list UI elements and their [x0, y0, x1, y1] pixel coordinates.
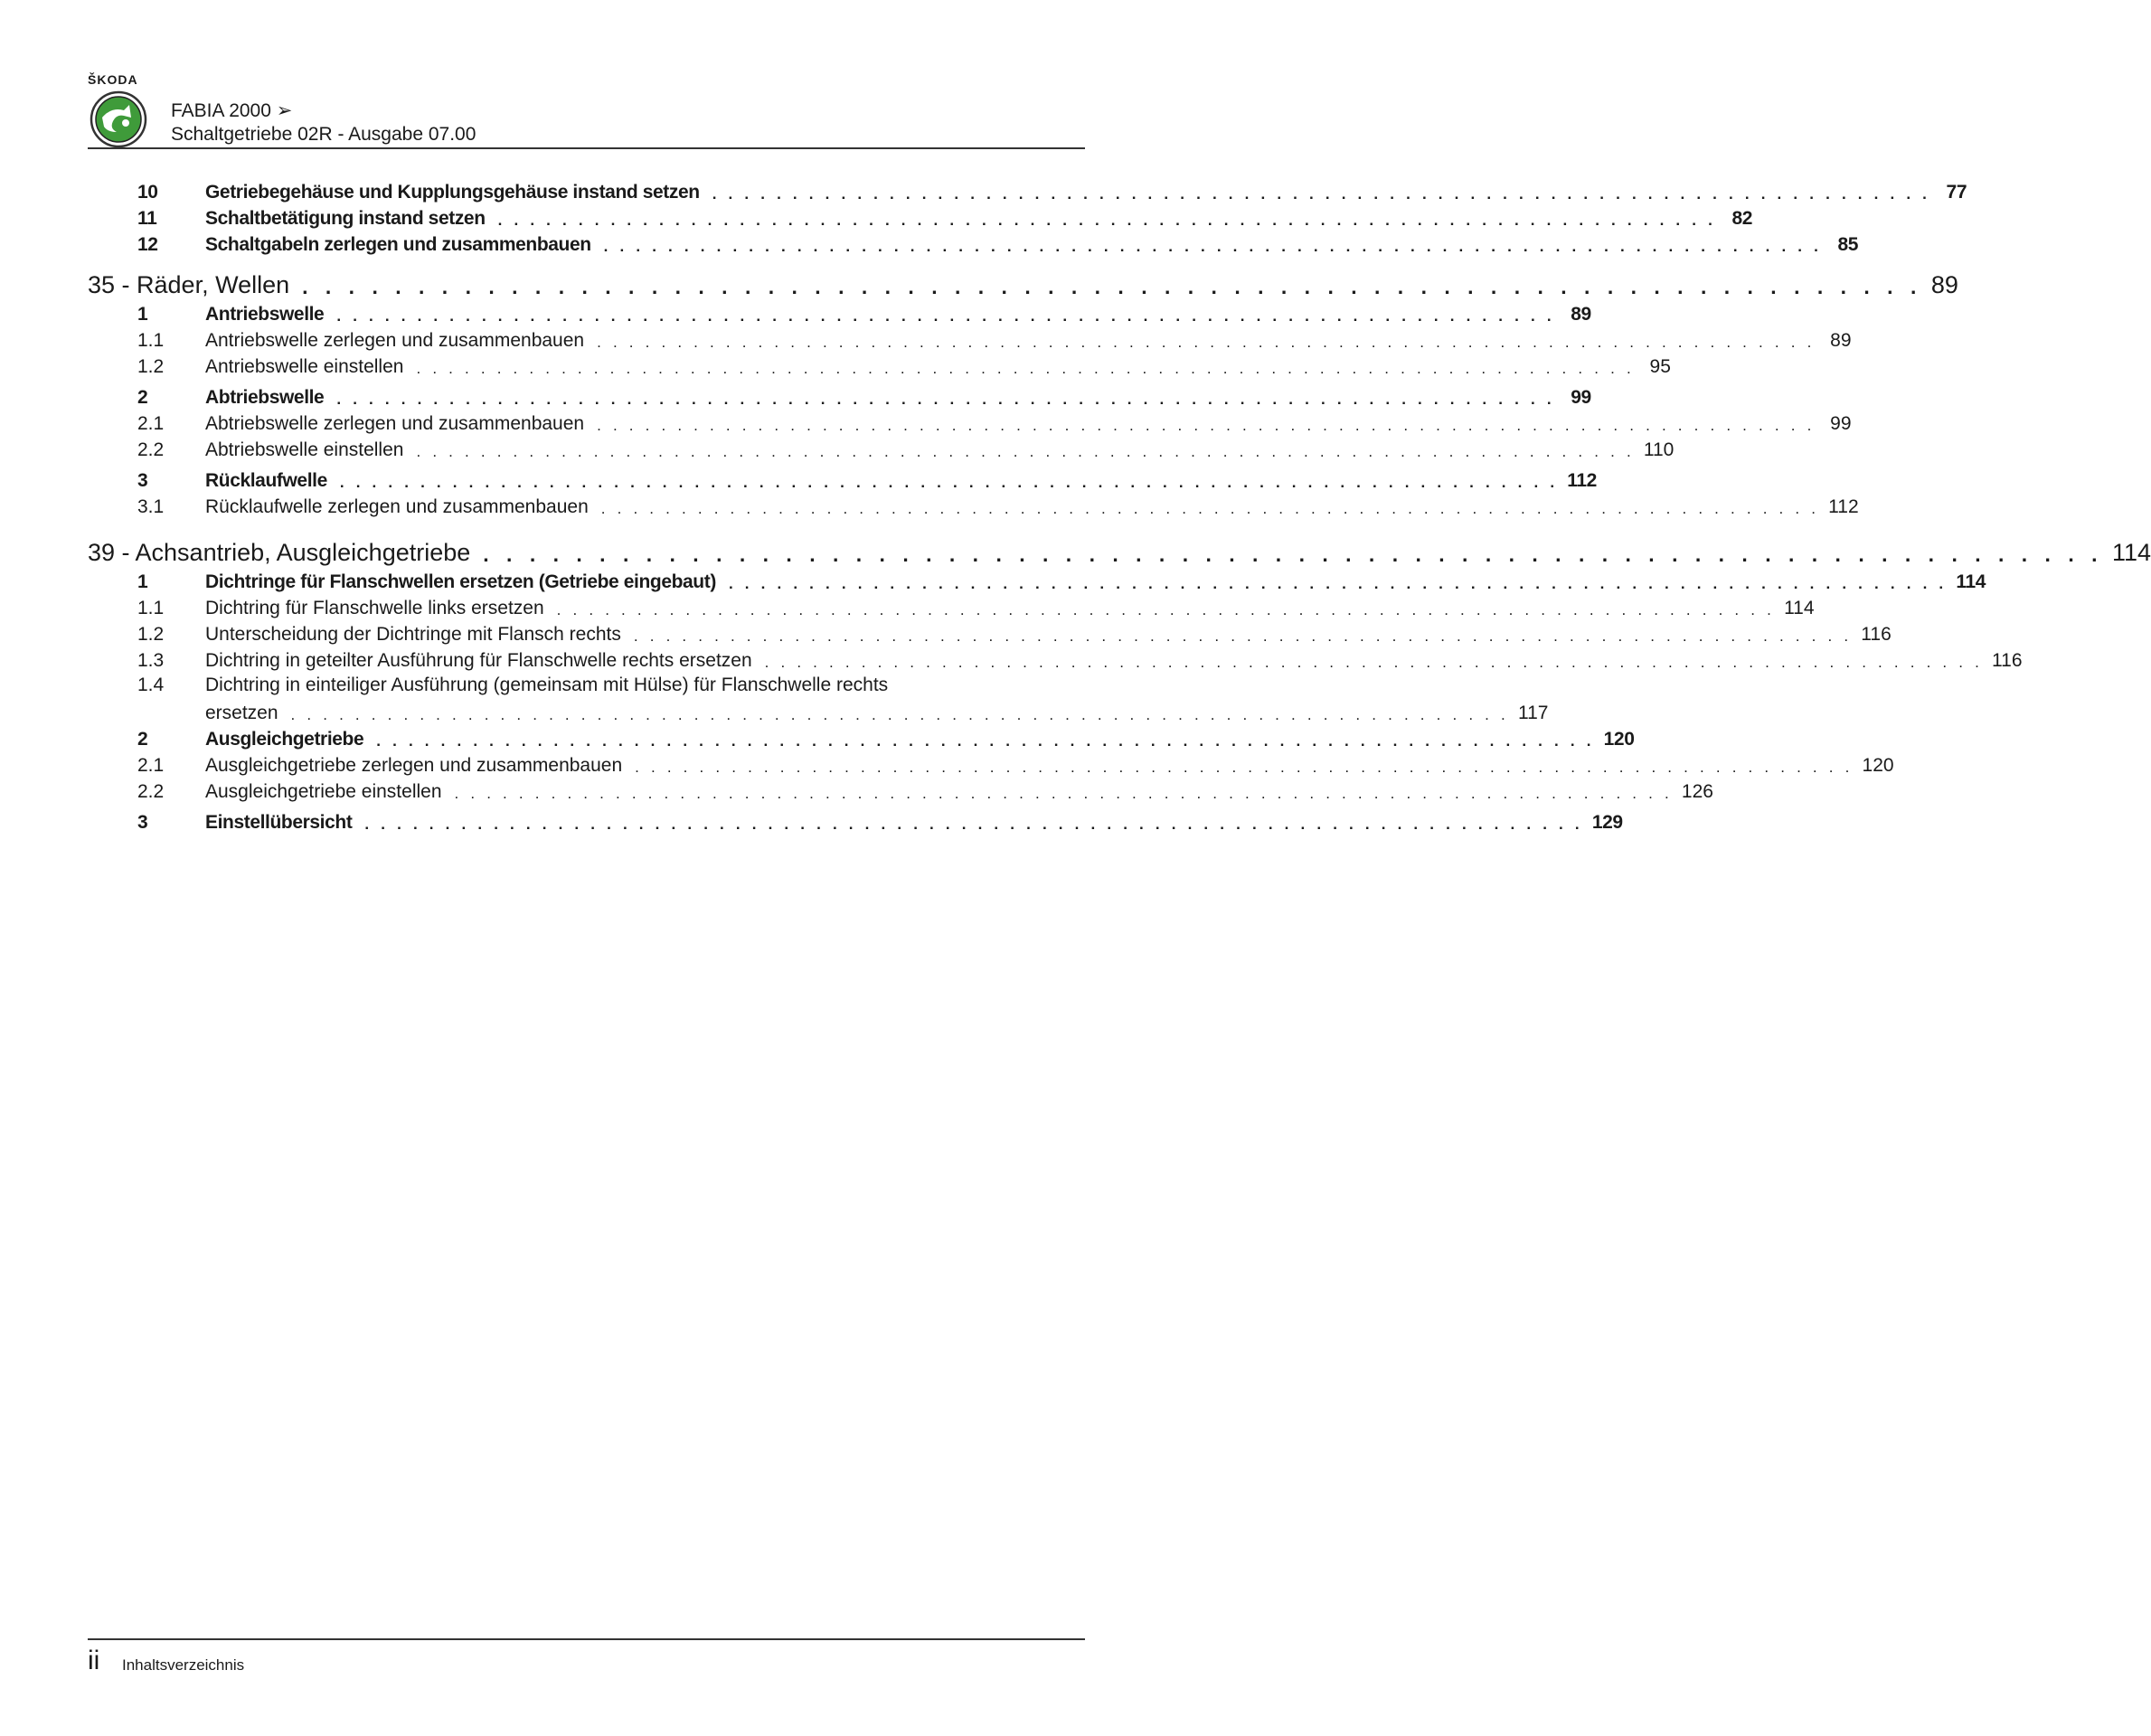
- chapter-page: 114: [2112, 539, 2151, 566]
- toc-entry-page: 120: [1603, 729, 1635, 750]
- toc-entry-page: 114: [1784, 598, 1815, 618]
- toc-entry[interactable]: [88, 230, 1859, 256]
- toc-entry-number: 1.4: [137, 675, 165, 695]
- toc-entry-title: Antriebswelle zerlegen und zusammenbauen: [205, 330, 585, 351]
- leader-dots: . . . . . . . . . . . . . . . . . . . . . . . . . . . . . . . . . . . . . . . . . . . . . . . . . . . . . . . . . . . . . . . . . . . . . . . . . . . .: [597, 334, 1816, 351]
- toc-entry-page: 110: [1643, 439, 1675, 460]
- toc-entry-page: 126: [1681, 781, 1713, 802]
- leader-dots: . . . . . . . . . . . . . . . . . . . . . . . . . . . . . . . . . . . . . . . . . . . . . . . . . . . . . . . . . . . . . . . . . . . . . . . . . . . .: [416, 443, 1635, 460]
- leader-dots: . . . . . . . . . . . . . . . . . . . . . . . . . . . . . . . . . . . . . . . . . . . . . . . . . . . . . . . . . . . . . . . . . . . . . . . . . . . .: [764, 654, 1984, 671]
- toc-entry-title: Ausgleichgetriebe: [205, 729, 364, 750]
- toc-entry[interactable]: [88, 619, 1892, 646]
- toc-entry-title: Abtriebswelle zerlegen und zusammenbauen: [205, 413, 585, 434]
- footer-divider: [88, 1638, 1085, 1640]
- leader-dots: . . . . . . . . . . . . . . . . . . . . . . . . . . . . . . . . . . . . . . . . . . . . . . . . . . . . . . . . . . . . . . . . . . . . . .: [483, 542, 2104, 566]
- toc-entry-page: 112: [1828, 496, 1859, 517]
- chapter-heading[interactable]: [88, 518, 2151, 567]
- footer-section-label: Inhaltsverzeichnis: [122, 1656, 245, 1674]
- toc-entry-number: 1.2: [137, 356, 165, 377]
- toc-entry-number: 1.2: [137, 624, 165, 645]
- leader-dots: . . . . . . . . . . . . . . . . . . . . . . . . . . . . . . . . . . . . . . . . . . . . . . . . . . . . . . . . . . . . . . . . . . . . . .: [302, 275, 1922, 298]
- leader-dots: . . . . . . . . . . . . . . . . . . . . . . . . . . . . . . . . . . . . . . . . . . . . . . . . . . . . . . . . . . . . . . . . . . . . . . . . . . . .: [376, 732, 1595, 750]
- toc-entry-number: 2.2: [137, 781, 165, 802]
- toc-entry-number: 2.1: [137, 755, 165, 776]
- toc-entry-number: 3: [137, 812, 148, 833]
- toc-entry-number: 2: [137, 729, 148, 750]
- toc-entry-title: Getriebegehäuse und Kupplungsgehäuse instand setzen: [205, 182, 700, 203]
- leader-dots: . . . . . . . . . . . . . . . . . . . . . . . . . . . . . . . . . . . . . . . . . . . . . . . . . . . . . . . . . . . . . . . . . . . . . . . . . . . .: [336, 307, 1555, 325]
- leader-dots: . . . . . . . . . . . . . . . . . . . . . . . . . . . . . . . . . . . . . . . . . . . . . . . . . . . . . . . . . . . . . . . . . . . . . . . . . . . .: [336, 391, 1555, 408]
- chapter-page: 89: [1930, 271, 1958, 298]
- toc-entry[interactable]: [88, 382, 1591, 409]
- toc-entry[interactable]: [88, 177, 1967, 203]
- leader-dots: . . . . . . . . . . . . . . . . . . . . . . . . . . . . . . . . . . . . . . . . . . . . . . . . . . . . . . . . . . . . . . . . . . . . . . . . . . . .: [728, 575, 1948, 592]
- toc-entry-number: 12: [137, 234, 158, 255]
- toc-entry[interactable]: [88, 326, 1852, 352]
- toc-entry-title-continued: ersetzen: [205, 703, 278, 723]
- toc-entry[interactable]: [88, 593, 1815, 619]
- leader-dots: . . . . . . . . . . . . . . . . . . . . . . . . . . . . . . . . . . . . . . . . . . . . . . . . . . . . . . . . . . . . . . . . . . . . . . . . . . . .: [603, 238, 1823, 255]
- leader-dots: . . . . . . . . . . . . . . . . . . . . . . . . . . . . . . . . . . . . . . . . . . . . . . . . . . . . . . . . . . . . . . . . . . . . . . . . . . . .: [416, 360, 1635, 377]
- toc-entry-title: Abtriebswelle einstellen: [205, 439, 404, 460]
- toc-entry-page: 99: [1830, 413, 1852, 434]
- toc-entry-number: 2.2: [137, 439, 165, 460]
- chapter-heading[interactable]: [88, 256, 1958, 299]
- skoda-logo-icon: [90, 90, 147, 148]
- toc-entry-number: 2: [137, 387, 148, 408]
- brand-name: ŠKODA: [88, 72, 138, 87]
- page-number: ii: [88, 1646, 100, 1675]
- toc-entry-number: 1: [137, 304, 148, 325]
- toc-entry[interactable]: [88, 203, 1753, 230]
- toc-entry[interactable]: [88, 466, 1597, 492]
- toc-entry-title: Rücklaufwelle zerlegen und zusammenbauen: [205, 496, 589, 517]
- toc-entry-page: 116: [1861, 624, 1892, 645]
- toc-entry-page: 116: [1992, 650, 2023, 671]
- toc-entry-number: 1.3: [137, 650, 165, 671]
- toc-entry[interactable]: [88, 777, 1713, 803]
- toc-entry-page: 112: [1567, 470, 1597, 491]
- leader-dots: . . . . . . . . . . . . . . . . . . . . . . . . . . . . . . . . . . . . . . . . . . . . . . . . . . . . . . . . . . . . . . . . . . . . . . . . . . . .: [290, 706, 1509, 723]
- document-title: FABIA 2000 ➢: [171, 100, 293, 121]
- toc-entry[interactable]: [88, 492, 1859, 518]
- table-of-contents: [88, 177, 2151, 834]
- toc-entry-number: 3: [137, 470, 148, 491]
- toc-entry-number: 1: [137, 571, 148, 592]
- chapter-title: 39 - Achsantrieb, Ausgleichgetriebe: [88, 539, 471, 566]
- toc-entry-page: 120: [1862, 755, 1894, 776]
- toc-entry[interactable]: [88, 409, 1852, 435]
- leader-dots: . . . . . . . . . . . . . . . . . . . . . . . . . . . . . . . . . . . . . . . . . . . . . . . . . . . . . . . . . . . . . . . . . . . . . . . . . . . .: [597, 417, 1816, 434]
- toc-entry-title: Ausgleichgetriebe zerlegen und zusammenbauen: [205, 755, 623, 776]
- toc-entry-page: 89: [1830, 330, 1852, 351]
- toc-entry[interactable]: [88, 435, 1675, 461]
- toc-entry[interactable]: [88, 672, 1549, 724]
- toc-entry-title: Abtriebswelle: [205, 387, 325, 408]
- toc-entry-title: Antriebswelle einstellen: [205, 356, 404, 377]
- toc-entry-title: Dichtring in geteilter Ausführung für Flanschwelle rechts ersetzen: [205, 650, 752, 671]
- toc-entry-number: 2.1: [137, 413, 165, 434]
- toc-entry-title: Unterscheidung der Dichtringe mit Flansch rechts: [205, 624, 621, 645]
- toc-entry[interactable]: [88, 352, 1671, 378]
- page-header: [88, 71, 1085, 152]
- leader-dots: . . . . . . . . . . . . . . . . . . . . . . . . . . . . . . . . . . . . . . . . . . . . . . . . . . . . . . . . . . . . . . . . . . . . . . . . . . . .: [364, 816, 1583, 833]
- toc-entry-title: Dichtring in einteiliger Ausführung (gemeinsam mit Hülse) für Flanschwelle rechts: [205, 675, 889, 695]
- toc-entry-page: 99: [1571, 387, 1591, 408]
- toc-entry[interactable]: [88, 724, 1635, 750]
- toc-entry-title: Antriebswelle: [205, 304, 325, 325]
- toc-entry-page: 129: [1591, 812, 1623, 833]
- leader-dots: . . . . . . . . . . . . . . . . . . . . . . . . . . . . . . . . . . . . . . . . . . . . . . . . . . . . . . . . . . . . . . . . . . . . . . . . . . . .: [600, 500, 1820, 517]
- toc-entry-page: 117: [1517, 703, 1549, 723]
- toc-entry-title: Ausgleichgetriebe einstellen: [205, 781, 442, 802]
- toc-entry-title: Schaltgabeln zerlegen und zusammenbauen: [205, 234, 591, 255]
- toc-entry-title: Einstellübersicht: [205, 812, 353, 833]
- toc-entry-page: 95: [1649, 356, 1671, 377]
- toc-entry[interactable]: [88, 299, 1591, 326]
- toc-entry-title: Dichtring für Flanschwelle links ersetzen: [205, 598, 544, 618]
- leader-dots: . . . . . . . . . . . . . . . . . . . . . . . . . . . . . . . . . . . . . . . . . . . . . . . . . . . . . . . . . . . . . . . . . . . . . . . . . . . .: [454, 785, 1673, 802]
- toc-entry[interactable]: [88, 807, 1623, 834]
- toc-entry-page: 89: [1571, 304, 1591, 325]
- toc-entry-page: 77: [1946, 182, 1967, 203]
- toc-entry-number: 1.1: [137, 330, 165, 351]
- toc-entry-title: Schaltbetätigung instand setzen: [205, 208, 486, 229]
- toc-entry-page: 114: [1956, 571, 1986, 592]
- leader-dots: . . . . . . . . . . . . . . . . . . . . . . . . . . . . . . . . . . . . . . . . . . . . . . . . . . . . . . . . . . . . . . . . . . . . . . . . . . . .: [712, 185, 1931, 203]
- toc-entry[interactable]: [88, 646, 2023, 672]
- toc-entry-title: Rücklaufwelle: [205, 470, 327, 491]
- header-divider: [88, 147, 1085, 149]
- leader-dots: . . . . . . . . . . . . . . . . . . . . . . . . . . . . . . . . . . . . . . . . . . . . . . . . . . . . . . . . . . . . . . . . . . . . . . . . . . . .: [556, 601, 1776, 618]
- toc-entry-page: 85: [1837, 234, 1859, 255]
- toc-entry-number: 10: [137, 182, 158, 203]
- leader-dots: . . . . . . . . . . . . . . . . . . . . . . . . . . . . . . . . . . . . . . . . . . . . . . . . . . . . . . . . . . . . . . . . . . . . . . . . . . . .: [497, 212, 1717, 229]
- toc-entry[interactable]: [88, 567, 1986, 593]
- toc-entry-number: 3.1: [137, 496, 165, 517]
- chapter-title: 35 - Räder, Wellen: [88, 271, 290, 298]
- toc-entry-title: Dichtringe für Flanschwellen ersetzen (Getriebe eingebaut): [205, 571, 716, 592]
- leader-dots: . . . . . . . . . . . . . . . . . . . . . . . . . . . . . . . . . . . . . . . . . . . . . . . . . . . . . . . . . . . . . . . . . . . . . . . . . . . .: [633, 627, 1853, 645]
- toc-entry[interactable]: [88, 750, 1894, 777]
- leader-dots: . . . . . . . . . . . . . . . . . . . . . . . . . . . . . . . . . . . . . . . . . . . . . . . . . . . . . . . . . . . . . . . . . . . . . . . . . . . .: [635, 759, 1854, 776]
- leader-dots: . . . . . . . . . . . . . . . . . . . . . . . . . . . . . . . . . . . . . . . . . . . . . . . . . . . . . . . . . . . . . . . . . . . . . . . . . . . .: [339, 474, 1559, 491]
- toc-entry-number: 11: [137, 208, 157, 229]
- toc-entry-page: 82: [1731, 208, 1753, 229]
- toc-entry-number: 1.1: [137, 598, 165, 618]
- document-subtitle: Schaltgetriebe 02R - Ausgabe 07.00: [171, 124, 476, 145]
